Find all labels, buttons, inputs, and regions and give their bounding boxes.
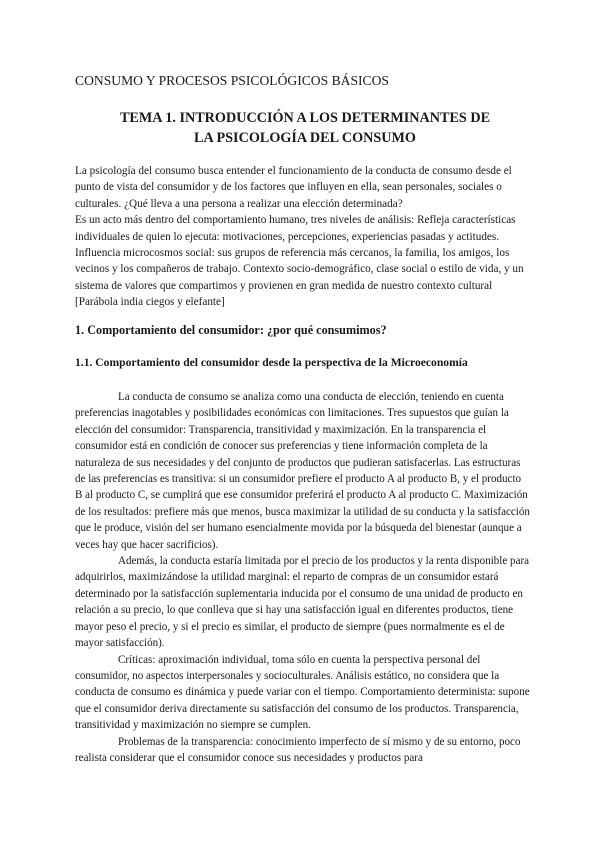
intro-section (75, 163, 530, 311)
course-title: CONSUMO Y PROCESOS PSICOLÓGICOS BÁSICOS (75, 73, 389, 88)
body-paragraph: Además, la conducta estaría limitada por el precio de los productos y la renta disponible para adquirirlos, maximizándose la utilidad marginal: el reparto de compras de un consumidor estará determinado por la satisfacción suplementaria inducida por el consumo de una unidad de producto en relación a su precio, lo que conlleva que si hay una satisfacción igual en diferentes productos, tiene mayor peso el precio, y si el precio es similar, el producto de siempre (pues normalmente es el de mayor satisfacción). (75, 555, 530, 650)
body-section (75, 389, 531, 766)
intro-paragraph: La psicología del consumo busca entender el funcionamiento de la conducta de consumo desde el punto de vista del consumidor y de los factores que influyen en ella, sean personales, sociales o culturales. ¿Qué lleva a una persona a realizar una elección determinada? (75, 165, 512, 210)
body-paragraph: La conducta de consumo se analiza como una conducta de elección, teniendo en cuenta preferencias inagotables y posibilidades económicas con limitaciones. Tres supuestos que guían la elección del consumidor: Transparencia, transitividad y maximización. En la transparencia el consumidor está en condición de conocer sus preferencias y tiene información completa de la naturaleza de sus necesidades y del conjunto de productos que pudieran satisfacerlas. Las estructuras de las preferencias es transitiva: si un consumidor prefiere el producto A al producto B, y el producto B al producto C, se cumplirá que ese consumidor preferirá el producto A al producto C. Maximización de los resultados: prefiere más que menos, busca maximizar la utilidad de su conducta y la satisfacción que le produce, visión del ser humano esencialmente movida por la búsqueda del bienestar (aunque a veces hay que hacer sacrificios). (75, 391, 530, 551)
body-paragraph: Críticas: aproximación individual, toma sólo en cuenta la perspectiva personal del consumidor, no aspectos interpersonales y socioculturales. Análisis estático, no considera que la conducta de consumo es dinámica y puede variar con el tiempo. Comportamiento determinista: supone que el consumidor deriva directamente su satisfacción del consumo de los productos. Transparencia, transitividad y maximización no siempre se cumplen. (75, 653, 530, 732)
intro-paragraph: Es un acto más dentro del comportamiento humano, tres niveles de análisis: Refleja características individuales de quien lo ejecuta: motivaciones, percepciones, experiencias pasadas y actitudes. Influencia microcosmos social: sus grupos de referencia más cercanos, la familia, los amigos, los vecinos y los compañeros de trabajo. Contexto socio-demográfico, clase social o estilo de vida, y un sistema de valores que compartimos y provienen en gran medida de nuestro contexto cultural [Parábola india ciegos y elefante] (75, 214, 524, 309)
body-paragraph: Problemas de la transparencia: conocimiento imperfecto de sí mismo y de su entorno, poco realista considerar que el consumidor conoce sus necesidades y productos para (75, 735, 521, 764)
subsection-heading: 1.1. Comportamiento del consumidor desde la perspectiva de la Microeconomía (75, 356, 468, 369)
topic-title: TEMA 1. INTRODUCCIÓN A LOS DETERMINANTES DE LA PSICOLOGÍA DEL CONSUMO (119, 110, 491, 146)
section-heading: 1. Comportamiento del consumidor: ¿por qué consumimos? (75, 323, 387, 337)
